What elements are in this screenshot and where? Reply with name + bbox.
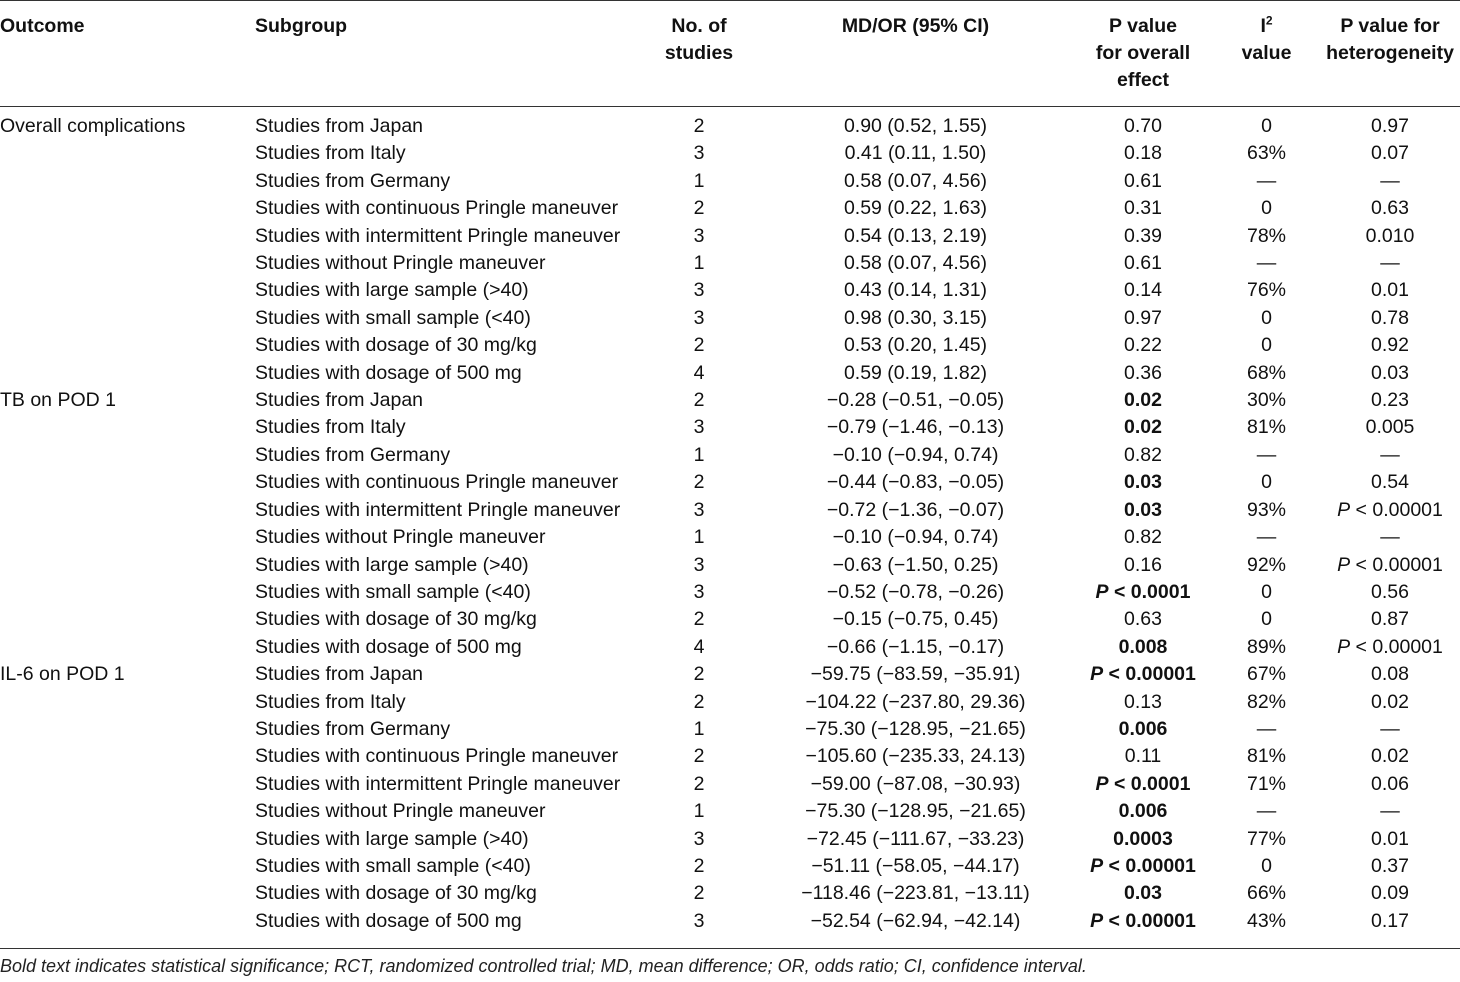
p-overall-cell: 0.63: [1124, 608, 1162, 631]
subgroup-cell: Studies from Germany: [255, 169, 451, 192]
subgroup-cell: Studies with dosage of 30 mg/kg: [255, 608, 537, 631]
p-overall-cell: 0.006: [1118, 800, 1168, 823]
header-md-or: MD/OR (95% CI): [841, 15, 990, 37]
md-or-cell: −75.30 (−128.95, −21.65): [805, 717, 1026, 740]
p-heterogeneity-cell: —: [1380, 526, 1400, 549]
table-row: [0, 195, 1460, 222]
table-row: [0, 387, 1460, 414]
i2-cell: 0: [1261, 306, 1272, 329]
table-row: [0, 798, 1460, 825]
p-overall-cell: 0.03: [1124, 471, 1162, 494]
i2-cell: 82%: [1246, 690, 1287, 713]
subgroup-cell: Studies with large sample (>40): [255, 553, 529, 576]
subgroup-cell: Studies from Italy: [255, 690, 406, 713]
table-row: [0, 908, 1460, 935]
header-subgroup: Subgroup: [255, 15, 348, 37]
p-overall-cell: 0.18: [1124, 142, 1162, 165]
outcome-cell: [0, 634, 255, 661]
p-overall-cell: 0.82: [1124, 443, 1162, 466]
table-row: [0, 661, 1460, 688]
md-or-cell: −104.22 (−237.80, 29.36): [805, 690, 1026, 713]
md-or-cell: −105.60 (−235.33, 24.13): [805, 745, 1026, 768]
outcome-cell: [0, 305, 255, 332]
p-overall-cell: 0.13: [1124, 690, 1162, 713]
md-or-cell: 0.58 (0.07, 4.56): [843, 252, 988, 275]
i2-cell: 77%: [1246, 827, 1287, 850]
i2-cell: 0: [1261, 608, 1272, 631]
md-or-cell: −52.54 (−62.94, −42.14): [810, 909, 1021, 932]
md-or-cell: −0.63 (−1.50, 0.25): [832, 553, 999, 576]
studies-count-cell: 2: [693, 389, 705, 412]
table-row: [0, 497, 1460, 524]
p-overall-cell: 0.0003: [1113, 827, 1173, 850]
i2-cell: 89%: [1246, 635, 1287, 658]
p-overall-cell: P < 0.00001: [1090, 854, 1196, 877]
p-heterogeneity-cell: 0.78: [1371, 306, 1409, 329]
table-row: [0, 853, 1460, 880]
i2-cell: 30%: [1246, 389, 1287, 412]
i2-cell: —: [1256, 443, 1277, 466]
p-overall-cell: 0.006: [1118, 717, 1168, 740]
md-or-cell: −0.10 (−0.94, 0.74): [832, 443, 999, 466]
table-row: [0, 107, 1460, 141]
p-heterogeneity-cell: 0.87: [1371, 608, 1409, 631]
footer-divider: [0, 948, 1460, 949]
header-p-overall: P value for overall effect: [1095, 15, 1191, 91]
table-row: [0, 634, 1460, 661]
outcome-cell: [0, 606, 255, 633]
table-row: [0, 880, 1460, 907]
p-heterogeneity-cell: 0.63: [1371, 197, 1409, 220]
md-or-cell: −0.52 (−0.78, −0.26): [826, 580, 1005, 603]
p-heterogeneity-cell: 0.02: [1371, 690, 1409, 713]
p-overall-cell: 0.14: [1124, 279, 1162, 302]
table-row: [0, 168, 1460, 195]
table-row: [0, 414, 1460, 441]
subgroup-cell: Studies with continuous Pringle maneuver: [255, 471, 619, 494]
table-body: [0, 107, 1460, 936]
subgroup-cell: Studies with dosage of 500 mg: [255, 909, 522, 932]
md-or-cell: −0.44 (−0.83, −0.05): [826, 471, 1005, 494]
outcome-cell: [0, 168, 255, 195]
p-heterogeneity-cell: 0.010: [1365, 224, 1415, 247]
subgroup-cell: Studies with large sample (>40): [255, 827, 529, 850]
table-row: [0, 223, 1460, 250]
p-overall-cell: P < 0.00001: [1090, 909, 1196, 932]
studies-count-cell: 1: [693, 169, 705, 192]
table-row: [0, 552, 1460, 579]
i2-cell: 63%: [1246, 142, 1287, 165]
outcome-cell: [0, 798, 255, 825]
outcome-cell: [0, 497, 255, 524]
i2-cell: 43%: [1246, 909, 1287, 932]
studies-count-cell: 1: [693, 252, 705, 275]
subgroup-cell: Studies from Japan: [255, 663, 424, 686]
i2-cell: 0: [1261, 197, 1272, 220]
outcome-cell: [0, 360, 255, 387]
md-or-cell: −51.11 (−58.05, −44.17): [811, 854, 1020, 877]
i2-cell: 92%: [1246, 553, 1287, 576]
subgroup-cell: Studies from Italy: [255, 416, 406, 439]
outcome-cell: [0, 277, 255, 304]
table-row: [0, 250, 1460, 277]
p-heterogeneity-cell: 0.03: [1371, 361, 1409, 384]
md-or-cell: −0.10 (−0.94, 0.74): [832, 526, 999, 549]
subgroup-cell: Studies from Germany: [255, 717, 451, 740]
studies-count-cell: 4: [693, 361, 705, 384]
studies-count-cell: 2: [693, 197, 705, 220]
outcome-cell: [0, 552, 255, 579]
header-outcome: Outcome: [0, 15, 85, 37]
p-overall-cell: 0.39: [1124, 224, 1162, 247]
studies-count-cell: 1: [693, 800, 705, 823]
p-heterogeneity-cell: 0.06: [1371, 772, 1409, 795]
i2-cell: 81%: [1246, 416, 1287, 439]
subgroup-cell: Studies with dosage of 500 mg: [255, 361, 522, 384]
subgroup-cell: Studies with intermittent Pringle maneuver: [255, 772, 621, 795]
p-heterogeneity-cell: —: [1380, 443, 1400, 466]
p-heterogeneity-cell: 0.37: [1371, 854, 1409, 877]
md-or-cell: 0.43 (0.14, 1.31): [843, 279, 988, 302]
outcome-cell: [0, 524, 255, 551]
subgroup-cell: Studies from Japan: [255, 115, 424, 137]
p-overall-cell: P < 0.00001: [1090, 663, 1196, 686]
p-heterogeneity-cell: 0.07: [1371, 142, 1409, 165]
md-or-cell: −0.72 (−1.36, −0.07): [826, 498, 1005, 521]
i2-cell: —: [1256, 526, 1277, 549]
table-row: [0, 771, 1460, 798]
studies-count-cell: 3: [693, 909, 705, 932]
outcome-cell: TB on POD 1: [0, 389, 116, 412]
outcome-cell: [0, 140, 255, 167]
md-or-cell: −118.46 (−223.81, −13.11): [801, 882, 1030, 905]
table-row: [0, 469, 1460, 496]
subgroup-cell: Studies with small sample (<40): [255, 854, 531, 877]
outcome-cell: [0, 442, 255, 469]
subgroup-cell: Studies with dosage of 30 mg/kg: [255, 882, 537, 905]
studies-count-cell: 3: [693, 142, 705, 165]
md-or-cell: −59.75 (−83.59, −35.91): [810, 663, 1021, 686]
table-row: [0, 826, 1460, 853]
md-or-cell: −59.00 (−87.08, −30.93): [810, 772, 1021, 795]
studies-count-cell: 1: [693, 443, 705, 466]
p-heterogeneity-cell: 0.09: [1371, 882, 1409, 905]
subgroup-cell: Studies from Germany: [255, 443, 451, 466]
outcome-cell: [0, 771, 255, 798]
i2-cell: —: [1256, 717, 1277, 740]
i2-cell: 71%: [1246, 772, 1287, 795]
table-row: [0, 579, 1460, 606]
p-overall-cell: 0.36: [1124, 361, 1162, 384]
p-overall-cell: 0.02: [1124, 416, 1162, 439]
md-or-cell: 0.59 (0.19, 1.82): [843, 361, 988, 384]
subgroup-cell: Studies with intermittent Pringle maneuver: [255, 498, 621, 521]
md-or-cell: −75.30 (−128.95, −21.65): [805, 800, 1026, 823]
outcome-cell: [0, 332, 255, 359]
outcome-cell: [0, 826, 255, 853]
studies-count-cell: 2: [693, 115, 705, 137]
studies-count-cell: 2: [693, 663, 705, 686]
p-heterogeneity-cell: 0.92: [1371, 334, 1409, 357]
table-row: [0, 140, 1460, 167]
studies-count-cell: 2: [693, 334, 705, 357]
p-heterogeneity-cell: P < 0.00001: [1337, 553, 1443, 576]
p-heterogeneity-cell: 0.17: [1371, 909, 1409, 932]
outcome-cell: [0, 414, 255, 441]
i2-cell: 0: [1261, 580, 1272, 603]
studies-count-cell: 4: [693, 635, 705, 658]
p-heterogeneity-cell: 0.23: [1371, 389, 1409, 412]
p-overall-cell: 0.31: [1124, 197, 1162, 220]
p-heterogeneity-cell: P < 0.00001: [1337, 498, 1443, 521]
p-overall-cell: 0.03: [1124, 498, 1162, 521]
i2-cell: 78%: [1246, 224, 1287, 247]
studies-count-cell: 2: [693, 471, 705, 494]
p-overall-cell: 0.97: [1124, 306, 1162, 329]
md-or-cell: −72.45 (−111.67, −33.23): [806, 827, 1025, 850]
subgroup-cell: Studies with dosage of 30 mg/kg: [255, 334, 537, 357]
md-or-cell: 0.59 (0.22, 1.63): [843, 197, 988, 220]
table-row: [0, 743, 1460, 770]
outcome-cell: Overall complications: [0, 115, 186, 137]
outcome-cell: [0, 689, 255, 716]
i2-cell: —: [1256, 800, 1277, 823]
md-or-cell: 0.58 (0.07, 4.56): [843, 169, 988, 192]
i2-cell: 76%: [1246, 279, 1287, 302]
studies-count-cell: 1: [693, 717, 705, 740]
md-or-cell: 0.53 (0.20, 1.45): [843, 334, 988, 357]
subgroup-cell: Studies with dosage of 500 mg: [255, 635, 522, 658]
i2-cell: —: [1256, 169, 1277, 192]
header-p-heterogeneity: P value for heterogeneity: [1326, 15, 1454, 64]
i2-cell: 66%: [1246, 882, 1287, 905]
studies-count-cell: 3: [693, 224, 705, 247]
table-row: [0, 524, 1460, 551]
i2-cell: 0: [1261, 115, 1272, 137]
p-heterogeneity-cell: 0.54: [1371, 471, 1409, 494]
subgroup-cell: Studies with small sample (<40): [255, 306, 531, 329]
subgroup-cell: Studies with intermittent Pringle maneuver: [255, 224, 621, 247]
p-overall-cell: 0.008: [1118, 635, 1168, 658]
p-heterogeneity-cell: —: [1380, 169, 1400, 192]
outcome-cell: [0, 250, 255, 277]
subgroup-cell: Studies without Pringle maneuver: [255, 800, 546, 823]
outcome-cell: [0, 743, 255, 770]
outcome-cell: [0, 195, 255, 222]
subgroup-cell: Studies with continuous Pringle maneuver: [255, 197, 619, 220]
studies-count-cell: 1: [693, 526, 705, 549]
table-row: [0, 442, 1460, 469]
p-overall-cell: 0.02: [1124, 389, 1162, 412]
p-overall-cell: 0.11: [1124, 745, 1162, 768]
studies-count-cell: 2: [693, 745, 705, 768]
outcome-cell: [0, 716, 255, 743]
subgroup-cell: Studies without Pringle maneuver: [255, 526, 546, 549]
p-overall-cell: 0.61: [1124, 169, 1162, 192]
studies-count-cell: 3: [693, 827, 705, 850]
outcome-cell: IL-6 on POD 1: [0, 663, 125, 686]
table-row: [0, 689, 1460, 716]
i2-cell: —: [1256, 252, 1277, 275]
p-overall-cell: 0.61: [1124, 252, 1162, 275]
p-heterogeneity-cell: —: [1380, 717, 1400, 740]
p-heterogeneity-cell: 0.08: [1371, 663, 1409, 686]
p-heterogeneity-cell: 0.97: [1371, 115, 1409, 137]
i2-cell: 93%: [1246, 498, 1287, 521]
p-overall-cell: 0.22: [1124, 334, 1162, 357]
p-heterogeneity-cell: 0.56: [1371, 580, 1409, 603]
p-heterogeneity-cell: 0.01: [1371, 279, 1409, 302]
subgroup-cell: Studies with large sample (>40): [255, 279, 529, 302]
md-or-cell: 0.90 (0.52, 1.55): [843, 115, 988, 137]
p-overall-cell: 0.16: [1124, 553, 1162, 576]
header-i2: $I^2$ value: [1241, 13, 1292, 64]
md-or-cell: −0.28 (−0.51, −0.05): [826, 389, 1005, 412]
table-row: [0, 606, 1460, 633]
md-or-cell: −0.79 (−1.46, −0.13): [826, 416, 1005, 439]
i2-cell: 68%: [1246, 361, 1287, 384]
table-row: [0, 305, 1460, 332]
md-or-cell: 0.54 (0.13, 2.19): [843, 224, 988, 247]
studies-count-cell: 2: [693, 772, 705, 795]
i2-cell: 0: [1261, 334, 1272, 357]
table-footnote: Bold text indicates statistical significance; RCT, randomized controlled trial; MD, mean difference; OR, odds ratio; CI, confidence interval.: [0, 956, 1087, 976]
studies-count-cell: 2: [693, 882, 705, 905]
subgroup-cell: Studies with small sample (<40): [255, 580, 531, 603]
p-heterogeneity-cell: —: [1380, 252, 1400, 275]
studies-count-cell: 3: [693, 580, 705, 603]
outcome-cell: [0, 908, 255, 935]
outcome-cell: [0, 880, 255, 907]
header-studies: No. of studies: [664, 15, 734, 64]
table-row: [0, 716, 1460, 743]
p-heterogeneity-cell: 0.005: [1365, 416, 1415, 439]
p-heterogeneity-cell: 0.01: [1371, 827, 1409, 850]
p-overall-cell: 0.82: [1124, 526, 1162, 549]
table-header: [0, 1, 1460, 107]
md-or-cell: 0.41 (0.11, 1.50): [844, 142, 987, 165]
i2-cell: 67%: [1246, 663, 1287, 686]
p-overall-cell: P < 0.0001: [1095, 580, 1191, 603]
studies-count-cell: 3: [693, 416, 705, 439]
p-heterogeneity-cell: P < 0.00001: [1337, 635, 1443, 658]
subgroup-cell: Studies from Japan: [255, 389, 424, 412]
table-row: [0, 332, 1460, 359]
p-heterogeneity-cell: 0.02: [1371, 745, 1409, 768]
p-overall-cell: P < 0.0001: [1095, 772, 1191, 795]
studies-count-cell: 3: [693, 279, 705, 302]
table-row: [0, 277, 1460, 304]
md-or-cell: −0.15 (−0.75, 0.45): [832, 608, 999, 631]
i2-cell: 81%: [1246, 745, 1287, 768]
subgroup-cell: Studies without Pringle maneuver: [255, 252, 546, 275]
studies-count-cell: 3: [693, 553, 705, 576]
p-overall-cell: 0.70: [1124, 115, 1162, 137]
table-row: [0, 360, 1460, 387]
md-or-cell: 0.98 (0.30, 3.15): [843, 306, 988, 329]
p-overall-cell: 0.03: [1124, 882, 1162, 905]
outcome-cell: [0, 469, 255, 496]
studies-count-cell: 3: [693, 306, 705, 329]
md-or-cell: −0.66 (−1.15, −0.17): [826, 635, 1005, 658]
subgroup-cell: Studies from Italy: [255, 142, 406, 165]
outcome-cell: [0, 579, 255, 606]
subgroup-cell: Studies with continuous Pringle maneuver: [255, 745, 619, 768]
studies-count-cell: 3: [693, 498, 705, 521]
outcome-cell: [0, 223, 255, 250]
studies-count-cell: 2: [693, 854, 705, 877]
i2-cell: 0: [1261, 471, 1272, 494]
outcome-cell: [0, 853, 255, 880]
i2-cell: 0: [1261, 854, 1272, 877]
studies-count-cell: 2: [693, 690, 705, 713]
studies-count-cell: 2: [693, 608, 705, 631]
p-heterogeneity-cell: —: [1380, 800, 1400, 823]
